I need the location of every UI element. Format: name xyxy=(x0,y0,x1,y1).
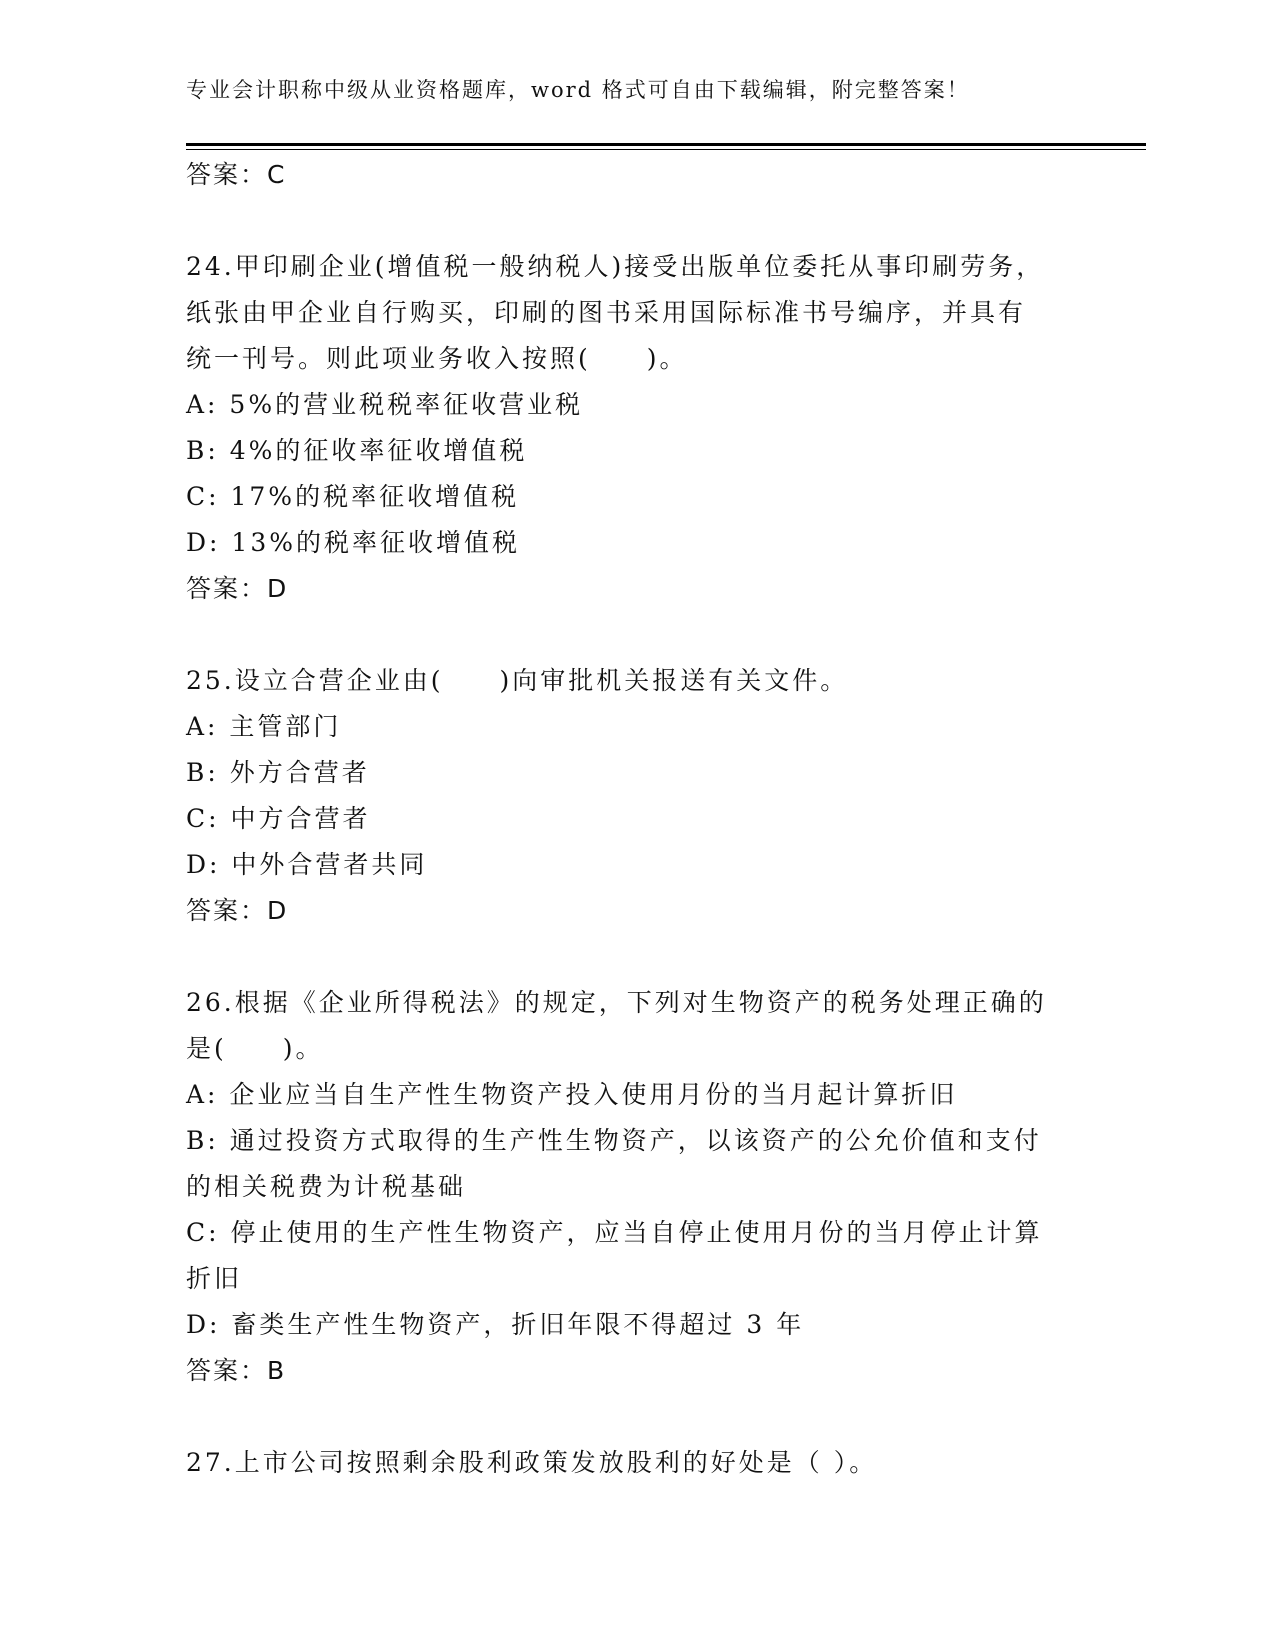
question-26-option-b-cont: 的相关税费为计税基础 xyxy=(186,1172,467,1201)
question-25-stem-line: 25.设立合营企业由( )向审批机关报送有关文件。 xyxy=(186,666,849,695)
question-25-option-d: D: 中外合营者共同 xyxy=(186,850,428,879)
question-26-stem-line: 是( )。 xyxy=(186,1034,324,1063)
question-26-option-d: D: 畜类生产性生物资产，折旧年限不得超过 3 年 xyxy=(186,1310,805,1339)
question-26-option-c-cont: 折旧 xyxy=(186,1264,243,1293)
spacer xyxy=(186,198,1086,244)
question-24-stem-line: 纸张由甲企业自行购买，印刷的图书采用国际标准书号编序，并具有 xyxy=(186,298,1027,327)
question-26-option-a: A: 企业应当自生产性生物资产投入使用月份的当月起计算折旧 xyxy=(186,1080,958,1109)
answer-25: 答案：D xyxy=(186,896,289,925)
question-25 xyxy=(186,658,1086,934)
question-24-option-a: A: 5%的营业税税率征收营业税 xyxy=(186,390,584,419)
header-rule-thin xyxy=(186,149,1146,150)
spacer xyxy=(186,934,1086,980)
spacer xyxy=(186,1394,1086,1440)
question-25-option-a: A: 主管部门 xyxy=(186,712,342,741)
question-24-option-c: C: 17%的税率征收增值税 xyxy=(186,482,520,511)
header-rule-thick xyxy=(186,143,1146,146)
spacer xyxy=(186,612,1086,658)
question-24-option-b: B: 4%的征收率征收增值税 xyxy=(186,436,528,465)
question-26-option-c: C: 停止使用的生产性生物资产，应当自停止使用月份的当月停止计算 xyxy=(186,1218,1043,1247)
answer-26: 答案：B xyxy=(186,1356,287,1385)
question-24-stem-line: 24.甲印刷企业(增值税一般纳税人)接受出版单位委托从事印刷劳务， xyxy=(186,252,1045,281)
page-header: 专业会计职称中级从业资格题库，word 格式可自由下载编辑，附完整答案！ xyxy=(186,78,970,102)
answer-24: 答案：D xyxy=(186,574,289,603)
document-body xyxy=(186,152,1086,1486)
question-26-stem-line: 26.根据《企业所得税法》的规定，下列对生物资产的税务处理正确的 xyxy=(186,988,1047,1017)
question-25-option-c: C: 中方合营者 xyxy=(186,804,371,833)
question-27-stem-line: 27.上市公司按照剩余股利政策发放股利的好处是（ ）。 xyxy=(186,1448,878,1477)
question-26-option-b: B: 通过投资方式取得的生产性生物资产，以该资产的公允价值和支付 xyxy=(186,1126,1042,1155)
question-25-option-b: B: 外方合营者 xyxy=(186,758,370,787)
question-24-stem-line: 统一刊号。则此项业务收入按照( )。 xyxy=(186,344,688,373)
question-24-option-d: D: 13%的税率征收增值税 xyxy=(186,528,520,557)
answer-23: 答案：C xyxy=(186,160,287,189)
question-27 xyxy=(186,1440,1086,1486)
question-24 xyxy=(186,244,1086,612)
question-26 xyxy=(186,980,1086,1394)
